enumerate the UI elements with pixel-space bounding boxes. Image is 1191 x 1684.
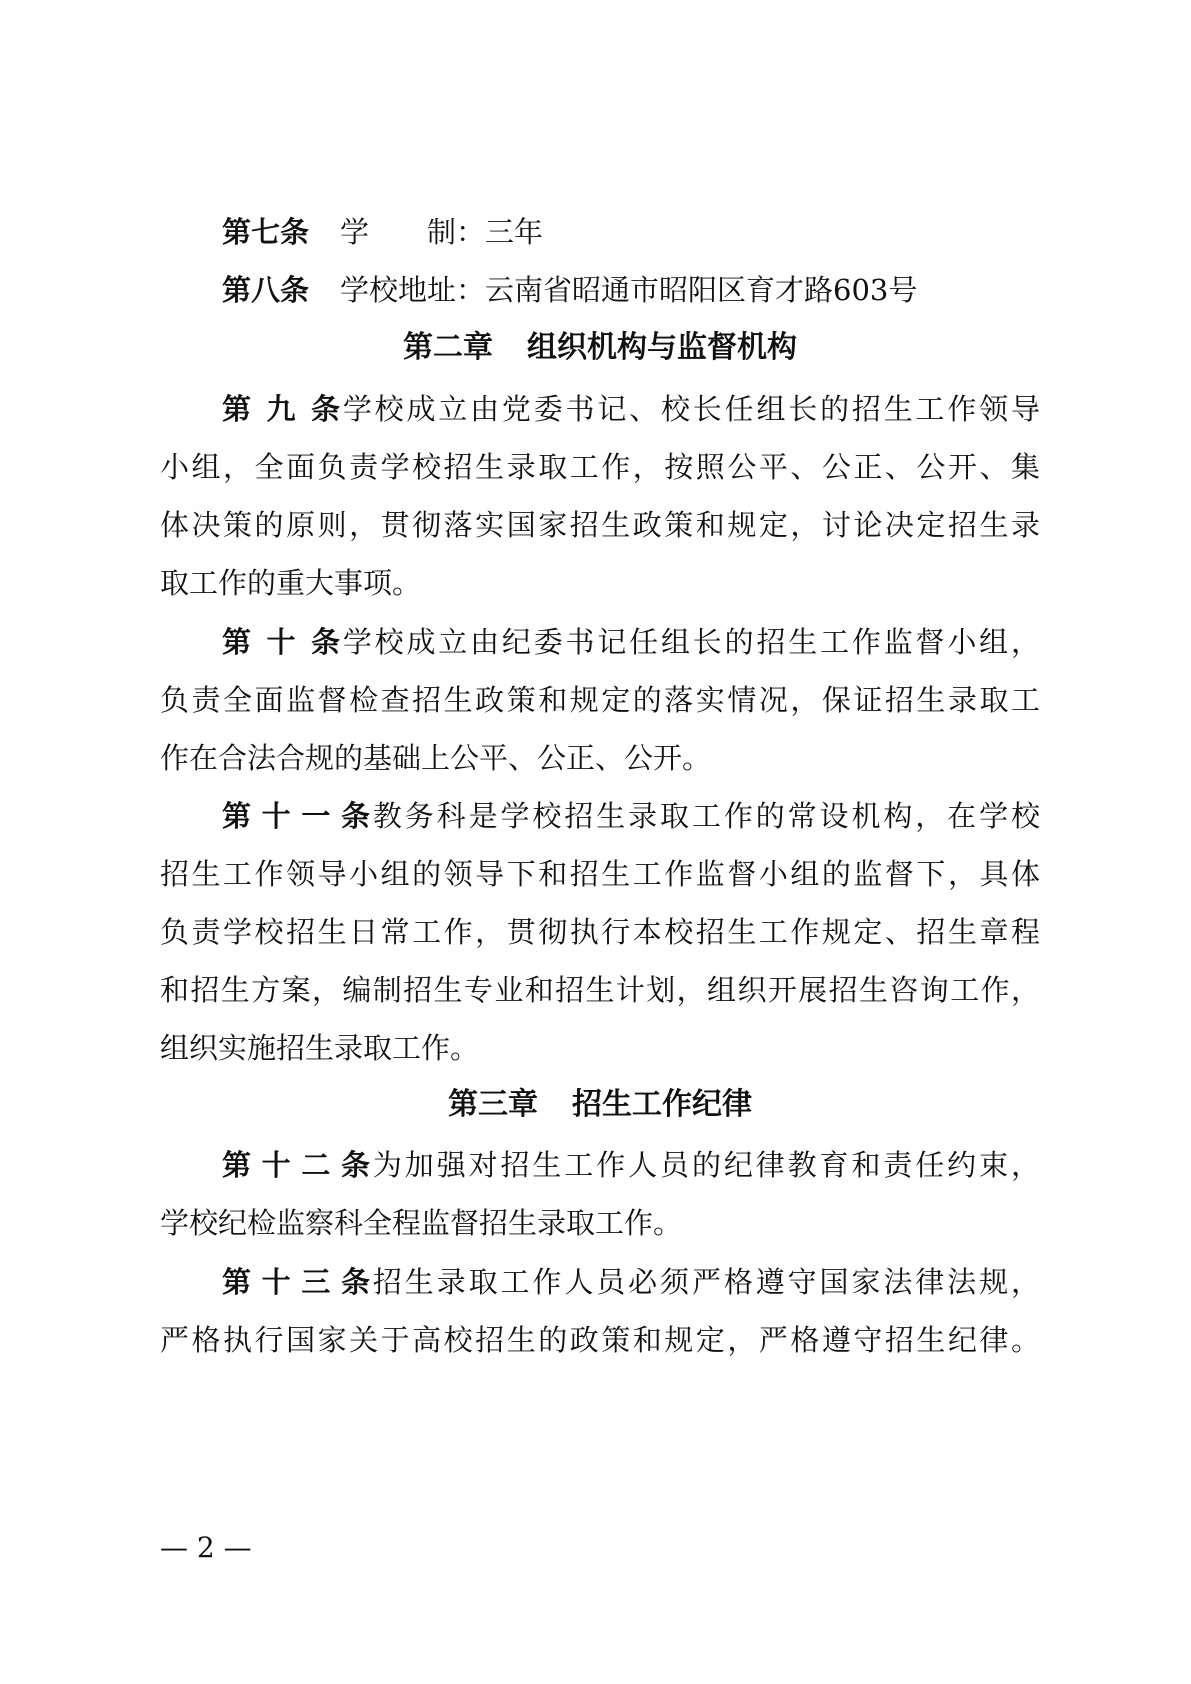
article-10-line-2: 负责全面监督检查招生政策和规定的落实情况，保证招生录取工 <box>160 683 1040 717</box>
article-12-line-1: 第十二条为加强对招生工作人员的纪律教育和责任约束， <box>222 1145 1040 1185</box>
article-8-text: 学校地址：云南省昭通市昭阳区育才路603号 <box>340 273 918 307</box>
article-10-line-1: 第十条学校成立由纪委书记任组长的招生工作监督小组， <box>222 622 1040 662</box>
article-8-label: 第八条 <box>222 273 310 307</box>
article-7-label: 第七条 <box>222 215 310 249</box>
article-11-line-4: 和招生方案，编制招生专业和招生计划，组织开展招生咨询工作， <box>160 973 1040 1007</box>
article-12-line-2: 学校纪检监察科全程监督招生录取工作。 <box>160 1206 683 1240</box>
article-12-label: 第十二条 <box>222 1148 370 1182</box>
chapter-2-number: 第二章 <box>403 330 493 365</box>
article-11-line-5: 组织实施招生录取工作。 <box>160 1031 480 1065</box>
article-11-line-3: 负责学校招生日常工作，贯彻执行本校招生工作规定、招生章程 <box>160 915 1040 949</box>
article-9-line-2: 小组，全面负责学校招生录取工作，按照公平、公正、公开、集 <box>160 450 1040 484</box>
chapter-3-title: 招生工作纪律 <box>572 1087 752 1122</box>
chapter-2-heading <box>160 327 1040 369</box>
article-7 <box>222 212 1040 252</box>
article-13-line-1: 第十三条招生录取工作人员必须严格遵守国家法律法规， <box>222 1262 1040 1302</box>
article-9-line-3: 体决策的原则，贯彻落实国家招生政策和规定，讨论决定招生录 <box>160 508 1040 542</box>
article-11-line-2: 招生工作领导小组的领导下和招生工作监督小组的监督下，具体 <box>160 857 1040 891</box>
article-13-label: 第十三条 <box>222 1265 370 1299</box>
article-9-line-4: 取工作的重大事项。 <box>160 566 422 600</box>
article-10-line-3: 作在合法合规的基础上公平、公正、公开。 <box>160 741 712 775</box>
article-11-label: 第十一条 <box>222 799 370 833</box>
article-13-line-2: 严格执行国家关于高校招生的政策和规定，严格遵守招生纪律。 <box>160 1323 1040 1357</box>
article-11-line-1: 第十一条教务科是学校招生录取工作的常设机构，在学校 <box>222 796 1040 836</box>
article-7-text: 学 制：三年 <box>340 215 544 249</box>
chapter-3-heading <box>160 1084 1040 1126</box>
article-8 <box>222 270 1040 310</box>
article-9-label: 第九条 <box>222 392 340 426</box>
chapter-3-number: 第三章 <box>448 1087 538 1122</box>
article-9-line-1: 第九条学校成立由党委书记、校长任组长的招生工作领导 <box>222 389 1040 429</box>
article-10-label: 第十条 <box>222 625 340 659</box>
page-number: — 2 — <box>160 1531 252 1564</box>
chapter-2-title: 组织机构与监督机构 <box>527 330 797 365</box>
